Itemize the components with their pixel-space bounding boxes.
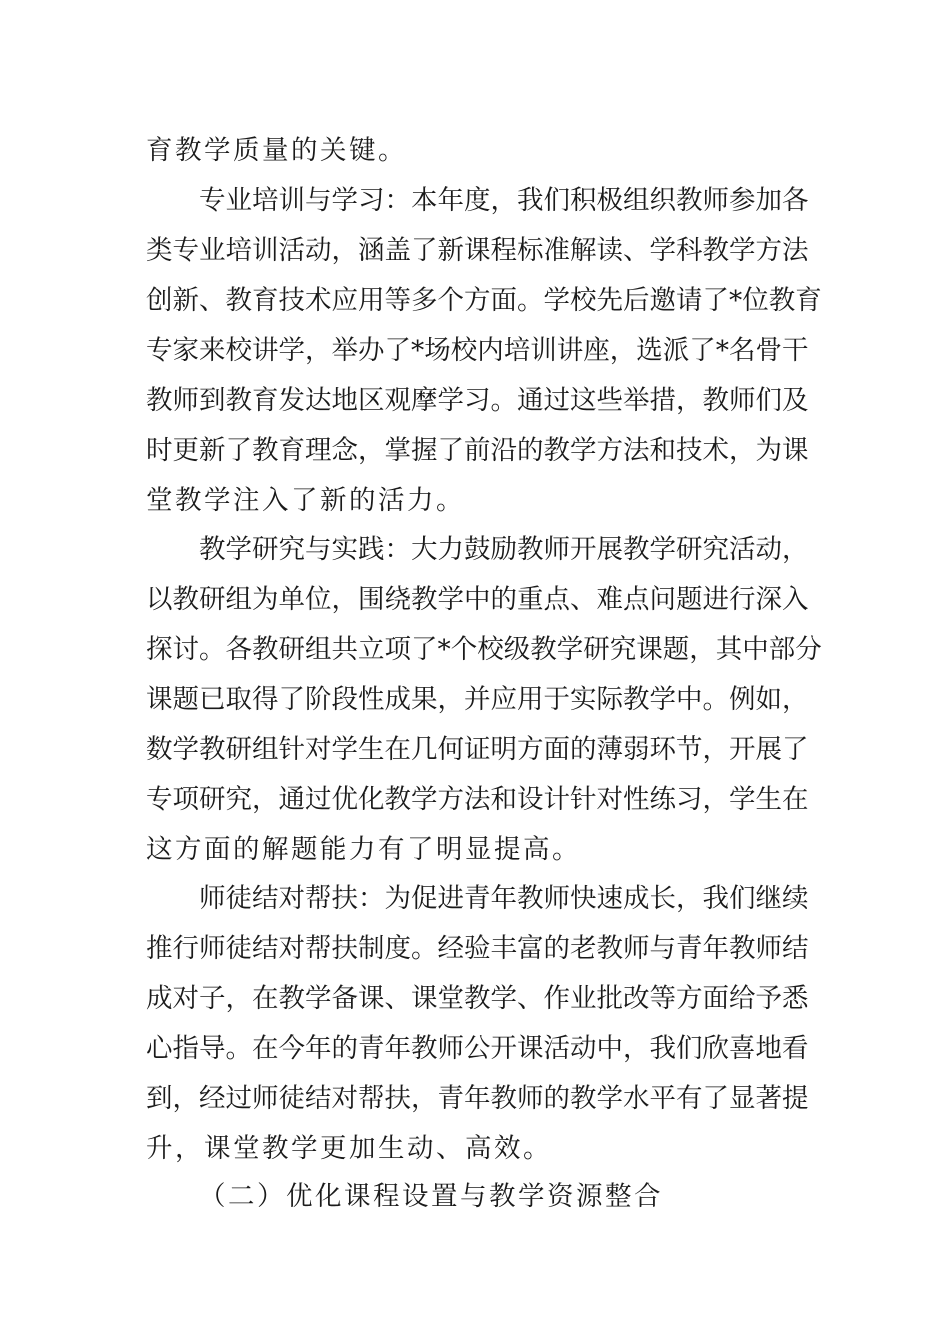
paragraph-line: 成对子，在教学备课、课堂教学、作业批改等方面给予悉 — [146, 983, 809, 1014]
paragraph-line: 教师到教育发达地区观摩学习。通过这些举措，教师们及 — [146, 385, 809, 416]
section-heading: （二）优化课程设置与教学资源整合 — [199, 1181, 663, 1212]
paragraph-line: 心指导。在今年的青年教师公开课活动中，我们欣喜地看 — [146, 1033, 809, 1064]
paragraph-line: 课题已取得了阶段性成果，并应用于实际教学中。例如， — [146, 684, 809, 715]
paragraph-line: 师徒结对帮扶：为促进青年教师快速成长，我们继续 — [199, 883, 809, 914]
paragraph-line: 专项研究，通过优化教学方法和设计针对性练习，学生在 — [146, 784, 809, 815]
paragraph-line: 到，经过师徒结对帮扶，青年教师的教学水平有了显著提 — [146, 1083, 809, 1114]
paragraph-line: 专家来校讲学，举办了*场校内培训讲座，选派了*名骨干 — [146, 335, 809, 366]
paragraph-line: 教学研究与实践：大力鼓励教师开展教学研究活动， — [199, 534, 809, 565]
paragraph-line: 推行师徒结对帮扶制度。经验丰富的老教师与青年教师结 — [146, 933, 809, 964]
paragraph-line: 类专业培训活动，涵盖了新课程标准解读、学科教学方法 — [146, 235, 809, 266]
paragraph-line: 这方面的解题能力有了明显提高。 — [146, 834, 581, 865]
paragraph-line: 专业培训与学习：本年度，我们积极组织教师参加各 — [199, 185, 809, 216]
paragraph-line: 育教学质量的关键。 — [146, 135, 407, 166]
paragraph-line: 创新、教育技术应用等多个方面。学校先后邀请了*位教育 — [146, 285, 822, 316]
paragraph-line: 时更新了教育理念，掌握了前沿的教学方法和技术，为课 — [146, 435, 809, 466]
paragraph-line: 探讨。各教研组共立项了*个校级教学研究课题，其中部分 — [146, 634, 822, 665]
paragraph-line: 堂教学注入了新的活力。 — [146, 485, 465, 516]
paragraph-line: 数学教研组针对学生在几何证明方面的薄弱环节，开展了 — [146, 734, 809, 765]
paragraph-line: 升，课堂教学更加生动、高效。 — [146, 1133, 552, 1164]
paragraph-line: 以教研组为单位，围绕教学中的重点、难点问题进行深入 — [146, 584, 809, 615]
